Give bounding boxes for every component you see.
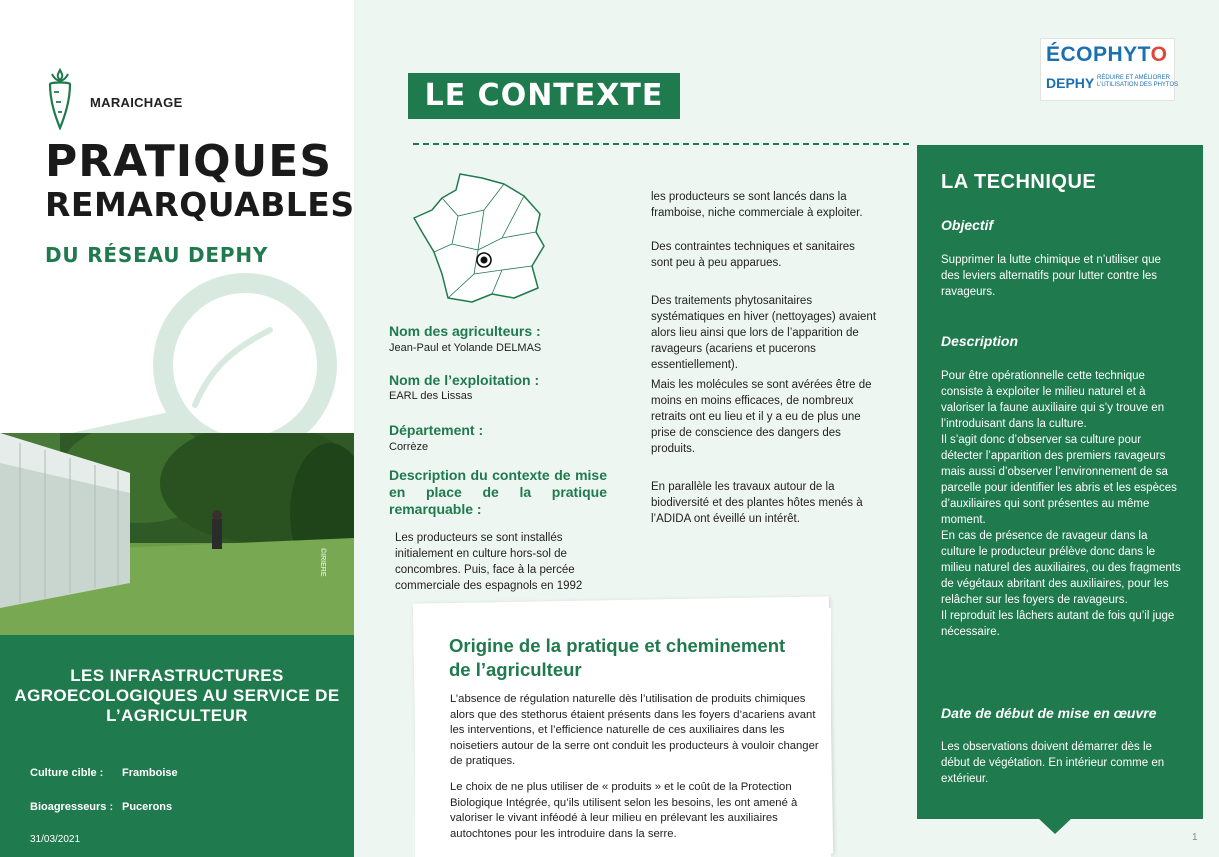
context-description-text: Les producteurs se sont installés initialement en culture hors-sol de concombres. Puis, face à la percée commerciale des espagnols en 1992 <box>395 532 583 592</box>
origin-title: Origine de la pratique et cheminement de l’agriculteur <box>449 635 786 680</box>
culture-label: Culture cible : <box>30 767 104 779</box>
logo-tagline-1: RÉDUIRE ET AMÉLIORER <box>1097 75 1170 81</box>
technique-title: LA TECHNIQUE <box>941 171 1097 193</box>
logo-tagline-2: L’UTILISATION DES PHYTOS <box>1097 82 1179 88</box>
farmers-value: Jean-Paul et Yolande DELMAS <box>389 342 542 354</box>
context-title: LE CONTEXTE <box>408 73 680 119</box>
infra-title: LES INFRASTRUCTURES AGROECOLOGIQUES AU SERVICE DE L’AGRICULTEUR <box>14 666 340 725</box>
objective-text: Supprimer la lutte chimique et n’utiliser que des leviers alternatifs pour lutter contre les ravageurs. <box>941 254 1161 298</box>
context-paragraph-1: les producteurs se sont lancés dans la framboise, niche commerciale à exploiter. <box>651 191 863 219</box>
start-date-text: Les observations doivent démarrer dès le début de végétation. En intérieur comme en extérieur. <box>941 741 1165 785</box>
context-description-label: Description du contexte de mise en place de la pratique remarquable : <box>389 467 607 517</box>
title-line2: REMARQUABLES <box>45 185 355 224</box>
description-text: Pour être opérationnelle cette technique consiste à exploiter le milieu naturel et à valoriser la faune auxiliaire qui s’y trouve en l’introduisant dans la culture. Il s’agit donc d’observer sa culture pour détecter l’apparition des premiers ravageurs mais aussi d’observer l’environnement de sa parcelle pour identifier les abris et les espèces d’auxiliaires qui sont présentes au même moment. En cas de présence de ravageur dans la culture le producteur prélève donc dans le milieu naturel des auxiliaires, ou des fragments de végétaux abritant des auxiliaires, pour les relâcher sur les foyers de ravageurs. Il reproduit les lâchers autant de fois qu’il juge nécessaire. <box>941 370 1181 638</box>
ecophyto-logo <box>1040 38 1179 101</box>
origin-paragraph-2: Le choix de ne plus utiliser de « produits » et le coût de la Protection Biologique Intégrée, qu’ils utilisent selon les besoins, les ont amené à valoriser le vivant inféodé à leur milieu en prélevant les auxiliaires autochtones pour les introduire dans la serre. <box>450 781 798 840</box>
logo-dephy: DEPHY <box>1046 75 1095 91</box>
pest-value: Pucerons <box>122 801 173 813</box>
technique-panel-pointer <box>1038 818 1072 834</box>
greenhouse-photo <box>0 433 354 635</box>
title-line1: PRATIQUES <box>45 136 333 187</box>
objective-heading: Objectif <box>941 217 994 233</box>
carrot-icon <box>44 68 76 130</box>
page-number: 1 <box>1192 832 1198 843</box>
farmers-label: Nom des agriculteurs : <box>389 323 541 339</box>
farm-label: Nom de l’exploitation : <box>389 372 540 388</box>
logo-o: O <box>1150 43 1168 66</box>
pest-label: Bioagresseurs : <box>30 801 114 813</box>
logo-text: ÉCOPHYT <box>1046 43 1151 66</box>
context-paragraph-3: Des traitements phytosanitaires systématiques en hiver (nettoyages) avaient alors lieu ainsi que lors de l’apparition de ravageurs (acariens et pucerons essentiellement). <box>651 295 877 371</box>
dashed-divider <box>413 143 909 145</box>
start-date-heading: Date de début de mise en œuvre <box>941 705 1157 721</box>
farm-value: EARL des Lissas <box>389 390 473 402</box>
department-label: Département : <box>389 422 484 438</box>
department-value: Corrèze <box>389 441 429 453</box>
context-paragraph-2: Des contraintes techniques et sanitaires sont peu à peu apparues. <box>651 241 855 269</box>
description-heading: Description <box>941 333 1019 349</box>
document-date: 31/03/2021 <box>30 834 81 845</box>
subtitle: DU RÉSEAU DEPHY <box>45 243 269 267</box>
context-paragraph-5: En parallèle les travaux autour de la biodiversité et des plantes hôtes menés à l’ADIDA ont éveillé un intérêt. <box>651 481 863 525</box>
culture-value: Framboise <box>122 767 178 779</box>
category-label: MARAICHAGE <box>90 95 183 110</box>
france-map-icon <box>412 170 552 310</box>
context-paragraph-4: Mais les molécules se sont avérées être de moins en moins efficaces, de nombreux retraits ont eu lieu et il y a eu de plus une prise de conscience des dangers des produits. <box>651 379 872 455</box>
origin-paragraph-1: L’absence de régulation naturelle dès l’utilisation de produits chimiques alors que des stethorus étaient présents dans les foyers d’acariens avant les interventions, et l’efficience naturelle de ces auxiliaires dans les noisetiers autour de la serre ont conduit les producteurs à vouloir changer de pratiques. <box>450 693 819 767</box>
photo-credit: ©IRIERE <box>319 548 326 577</box>
